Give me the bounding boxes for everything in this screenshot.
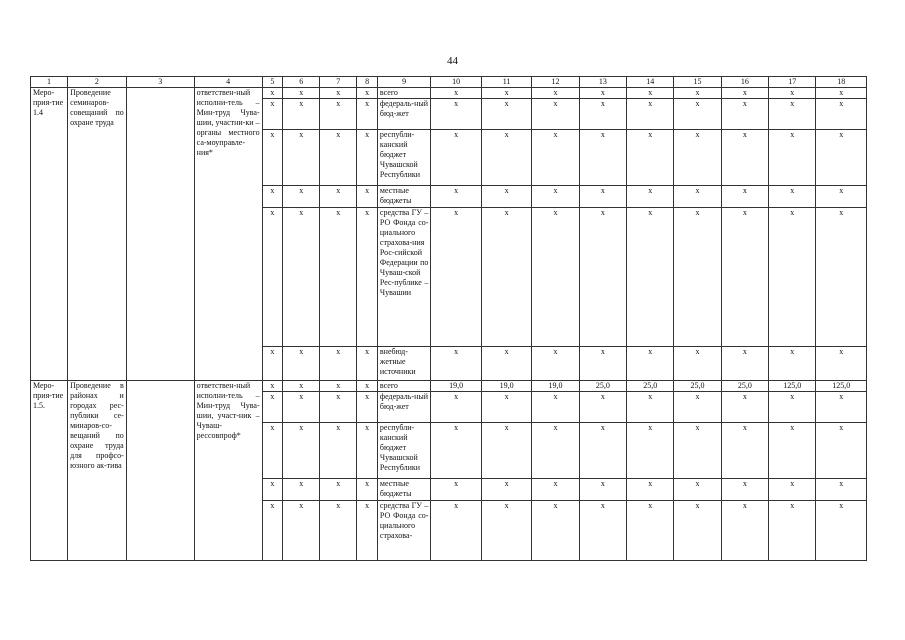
- funding-source-cell: всего: [377, 88, 431, 99]
- code-cell: x: [320, 381, 357, 392]
- value-cell: x: [816, 392, 867, 423]
- code-cell: x: [357, 423, 378, 479]
- value-cell: 25,0: [721, 381, 768, 392]
- funding-source-cell: федераль-ный бюд-жет: [377, 392, 431, 423]
- executors-cell: ответствен-ный исполни-тель – Мин-труд Чува-шии, участ-ник – Чуваш-рессовпроф*: [194, 381, 262, 561]
- code-cell: x: [283, 186, 320, 208]
- value-cell: x: [721, 208, 768, 347]
- value-cell: x: [721, 479, 768, 501]
- code-cell: x: [357, 347, 378, 381]
- value-cell: x: [532, 99, 579, 130]
- value-cell: 19,0: [481, 381, 531, 392]
- code-cell: x: [283, 208, 320, 347]
- value-cell: x: [769, 208, 816, 347]
- value-cell: x: [816, 347, 867, 381]
- code-cell: x: [262, 381, 283, 392]
- funding-source-cell: всего: [377, 381, 431, 392]
- code-cell: x: [320, 208, 357, 347]
- code-cell: x: [357, 130, 378, 186]
- value-cell: x: [816, 130, 867, 186]
- value-cell: x: [627, 130, 674, 186]
- code-cell: x: [262, 423, 283, 479]
- header-cell: 5: [262, 77, 283, 88]
- value-cell: x: [431, 501, 481, 561]
- value-cell: x: [674, 479, 721, 501]
- value-cell: x: [816, 423, 867, 479]
- code-cell: x: [320, 130, 357, 186]
- value-cell: x: [627, 99, 674, 130]
- code-cell: x: [357, 88, 378, 99]
- funding-source-cell: средства ГУ – РО Фонда со-циального страхова-: [377, 501, 431, 561]
- funding-source-cell: федераль-ный бюд-жет: [377, 99, 431, 130]
- value-cell: x: [674, 88, 721, 99]
- value-cell: x: [431, 99, 481, 130]
- value-cell: x: [481, 392, 531, 423]
- value-cell: x: [532, 479, 579, 501]
- value-cell: x: [532, 130, 579, 186]
- code-cell: x: [262, 186, 283, 208]
- value-cell: x: [579, 186, 626, 208]
- value-cell: 25,0: [579, 381, 626, 392]
- value-cell: x: [532, 423, 579, 479]
- value-cell: x: [721, 423, 768, 479]
- value-cell: x: [579, 130, 626, 186]
- code-cell: x: [283, 501, 320, 561]
- value-cell: x: [627, 392, 674, 423]
- program-table-container: [30, 76, 867, 570]
- value-cell: x: [431, 347, 481, 381]
- code-cell: x: [262, 479, 283, 501]
- header-cell: 14: [627, 77, 674, 88]
- value-cell: x: [627, 208, 674, 347]
- header-cell: 8: [357, 77, 378, 88]
- value-cell: x: [816, 479, 867, 501]
- code-cell: x: [262, 347, 283, 381]
- value-cell: x: [532, 347, 579, 381]
- value-cell: x: [721, 99, 768, 130]
- value-cell: x: [721, 130, 768, 186]
- event-title-cell: Проведение семинаров-совещаний по охране труда: [68, 88, 127, 381]
- value-cell: x: [769, 423, 816, 479]
- code-cell: x: [283, 392, 320, 423]
- value-cell: x: [579, 479, 626, 501]
- code-cell: x: [262, 501, 283, 561]
- value-cell: x: [481, 88, 531, 99]
- value-cell: x: [816, 186, 867, 208]
- value-cell: x: [816, 99, 867, 130]
- code-cell: x: [320, 501, 357, 561]
- value-cell: x: [769, 479, 816, 501]
- code-cell: x: [283, 423, 320, 479]
- value-cell: x: [674, 186, 721, 208]
- value-cell: x: [481, 347, 531, 381]
- value-cell: x: [532, 392, 579, 423]
- code-cell: x: [320, 99, 357, 130]
- header-cell: 7: [320, 77, 357, 88]
- code-cell: x: [320, 479, 357, 501]
- value-cell: x: [769, 130, 816, 186]
- value-cell: x: [481, 130, 531, 186]
- value-cell: x: [627, 501, 674, 561]
- header-cell: 3: [126, 77, 194, 88]
- code-cell: x: [320, 423, 357, 479]
- event-number-cell: Меро-прия-тие 1.5.: [31, 381, 68, 561]
- header-row: [31, 77, 867, 88]
- value-cell: x: [721, 347, 768, 381]
- value-cell: x: [532, 501, 579, 561]
- value-cell: 125,0: [816, 381, 867, 392]
- value-cell: x: [627, 423, 674, 479]
- value-cell: x: [769, 501, 816, 561]
- value-cell: 25,0: [674, 381, 721, 392]
- header-cell: 1: [31, 77, 68, 88]
- page-number: 44: [447, 55, 458, 67]
- code-cell: x: [283, 130, 320, 186]
- value-cell: x: [431, 208, 481, 347]
- value-cell: x: [579, 392, 626, 423]
- value-cell: x: [579, 208, 626, 347]
- value-cell: x: [674, 130, 721, 186]
- code-cell: x: [357, 392, 378, 423]
- header-cell: 15: [674, 77, 721, 88]
- value-cell: x: [481, 479, 531, 501]
- funding-source-cell: средства ГУ – РО Фонда со-циального страхова-ния Рос-сийской Федерации по Чуваш-ской Рес-публике – Чувашии: [377, 208, 431, 347]
- value-cell: x: [431, 392, 481, 423]
- value-cell: x: [721, 88, 768, 99]
- funding-source-cell: местные бюджеты: [377, 186, 431, 208]
- code-cell: x: [283, 347, 320, 381]
- value-cell: x: [579, 99, 626, 130]
- column-3-cell: [126, 381, 194, 561]
- value-cell: x: [579, 347, 626, 381]
- funding-source-cell: внебюд-жетные источники: [377, 347, 431, 381]
- code-cell: x: [283, 381, 320, 392]
- value-cell: x: [481, 501, 531, 561]
- code-cell: x: [262, 130, 283, 186]
- value-cell: 19,0: [532, 381, 579, 392]
- value-cell: x: [579, 423, 626, 479]
- table-row: [31, 381, 867, 392]
- code-cell: x: [357, 479, 378, 501]
- code-cell: x: [320, 347, 357, 381]
- header-cell: 4: [194, 77, 262, 88]
- value-cell: x: [627, 479, 674, 501]
- funding-source-cell: республи-канский бюджет Чувашской Республики: [377, 130, 431, 186]
- value-cell: x: [674, 501, 721, 561]
- code-cell: x: [262, 208, 283, 347]
- header-cell: 11: [481, 77, 531, 88]
- header-cell: 12: [532, 77, 579, 88]
- value-cell: x: [816, 501, 867, 561]
- value-cell: 19,0: [431, 381, 481, 392]
- value-cell: x: [627, 88, 674, 99]
- value-cell: x: [532, 186, 579, 208]
- header-cell: 2: [68, 77, 127, 88]
- code-cell: x: [283, 99, 320, 130]
- column-3-cell: [126, 88, 194, 381]
- value-cell: x: [431, 186, 481, 208]
- value-cell: x: [481, 99, 531, 130]
- table-row: [31, 88, 867, 99]
- value-cell: x: [481, 423, 531, 479]
- header-cell: 13: [579, 77, 626, 88]
- value-cell: x: [431, 423, 481, 479]
- value-cell: x: [431, 479, 481, 501]
- event-title-cell: Проведение в районах и городах рес-публики се-минаров-со-вещаний по охране труда для профсо-юзного ак-тива: [68, 381, 127, 561]
- code-cell: x: [262, 392, 283, 423]
- event-number-cell: Меро-прия-тие 1.4: [31, 88, 68, 381]
- value-cell: x: [674, 99, 721, 130]
- header-cell: 6: [283, 77, 320, 88]
- code-cell: x: [283, 479, 320, 501]
- code-cell: x: [320, 392, 357, 423]
- value-cell: x: [721, 392, 768, 423]
- header-cell: 16: [721, 77, 768, 88]
- code-cell: x: [357, 381, 378, 392]
- value-cell: x: [816, 88, 867, 99]
- value-cell: x: [674, 347, 721, 381]
- value-cell: x: [532, 88, 579, 99]
- code-cell: x: [357, 208, 378, 347]
- value-cell: x: [674, 208, 721, 347]
- value-cell: x: [816, 208, 867, 347]
- code-cell: x: [357, 99, 378, 130]
- value-cell: x: [627, 186, 674, 208]
- funding-source-cell: местные бюджеты: [377, 479, 431, 501]
- header-cell: 18: [816, 77, 867, 88]
- code-cell: x: [320, 186, 357, 208]
- header-cell: 9: [377, 77, 431, 88]
- value-cell: x: [769, 88, 816, 99]
- value-cell: x: [721, 186, 768, 208]
- code-cell: x: [320, 88, 357, 99]
- value-cell: x: [769, 186, 816, 208]
- value-cell: x: [769, 392, 816, 423]
- header-cell: 10: [431, 77, 481, 88]
- value-cell: x: [674, 423, 721, 479]
- value-cell: x: [431, 88, 481, 99]
- value-cell: x: [579, 88, 626, 99]
- value-cell: x: [674, 392, 721, 423]
- code-cell: x: [357, 501, 378, 561]
- value-cell: x: [721, 501, 768, 561]
- executors-cell: ответствен-ный исполни-тель – Мин-труд Чува-шии, участни-ки – органы местного са-моуправле-ния*: [194, 88, 262, 381]
- value-cell: x: [481, 186, 531, 208]
- code-cell: x: [262, 88, 283, 99]
- funding-source-cell: республи-канский бюджет Чувашской Республики: [377, 423, 431, 479]
- code-cell: x: [283, 88, 320, 99]
- value-cell: x: [481, 208, 531, 347]
- value-cell: x: [627, 347, 674, 381]
- header-cell: 17: [769, 77, 816, 88]
- value-cell: x: [769, 347, 816, 381]
- value-cell: 125,0: [769, 381, 816, 392]
- value-cell: x: [431, 130, 481, 186]
- code-cell: x: [262, 99, 283, 130]
- value-cell: x: [579, 501, 626, 561]
- value-cell: 25,0: [627, 381, 674, 392]
- program-table: [30, 76, 867, 561]
- value-cell: x: [769, 99, 816, 130]
- value-cell: x: [532, 208, 579, 347]
- code-cell: x: [357, 186, 378, 208]
